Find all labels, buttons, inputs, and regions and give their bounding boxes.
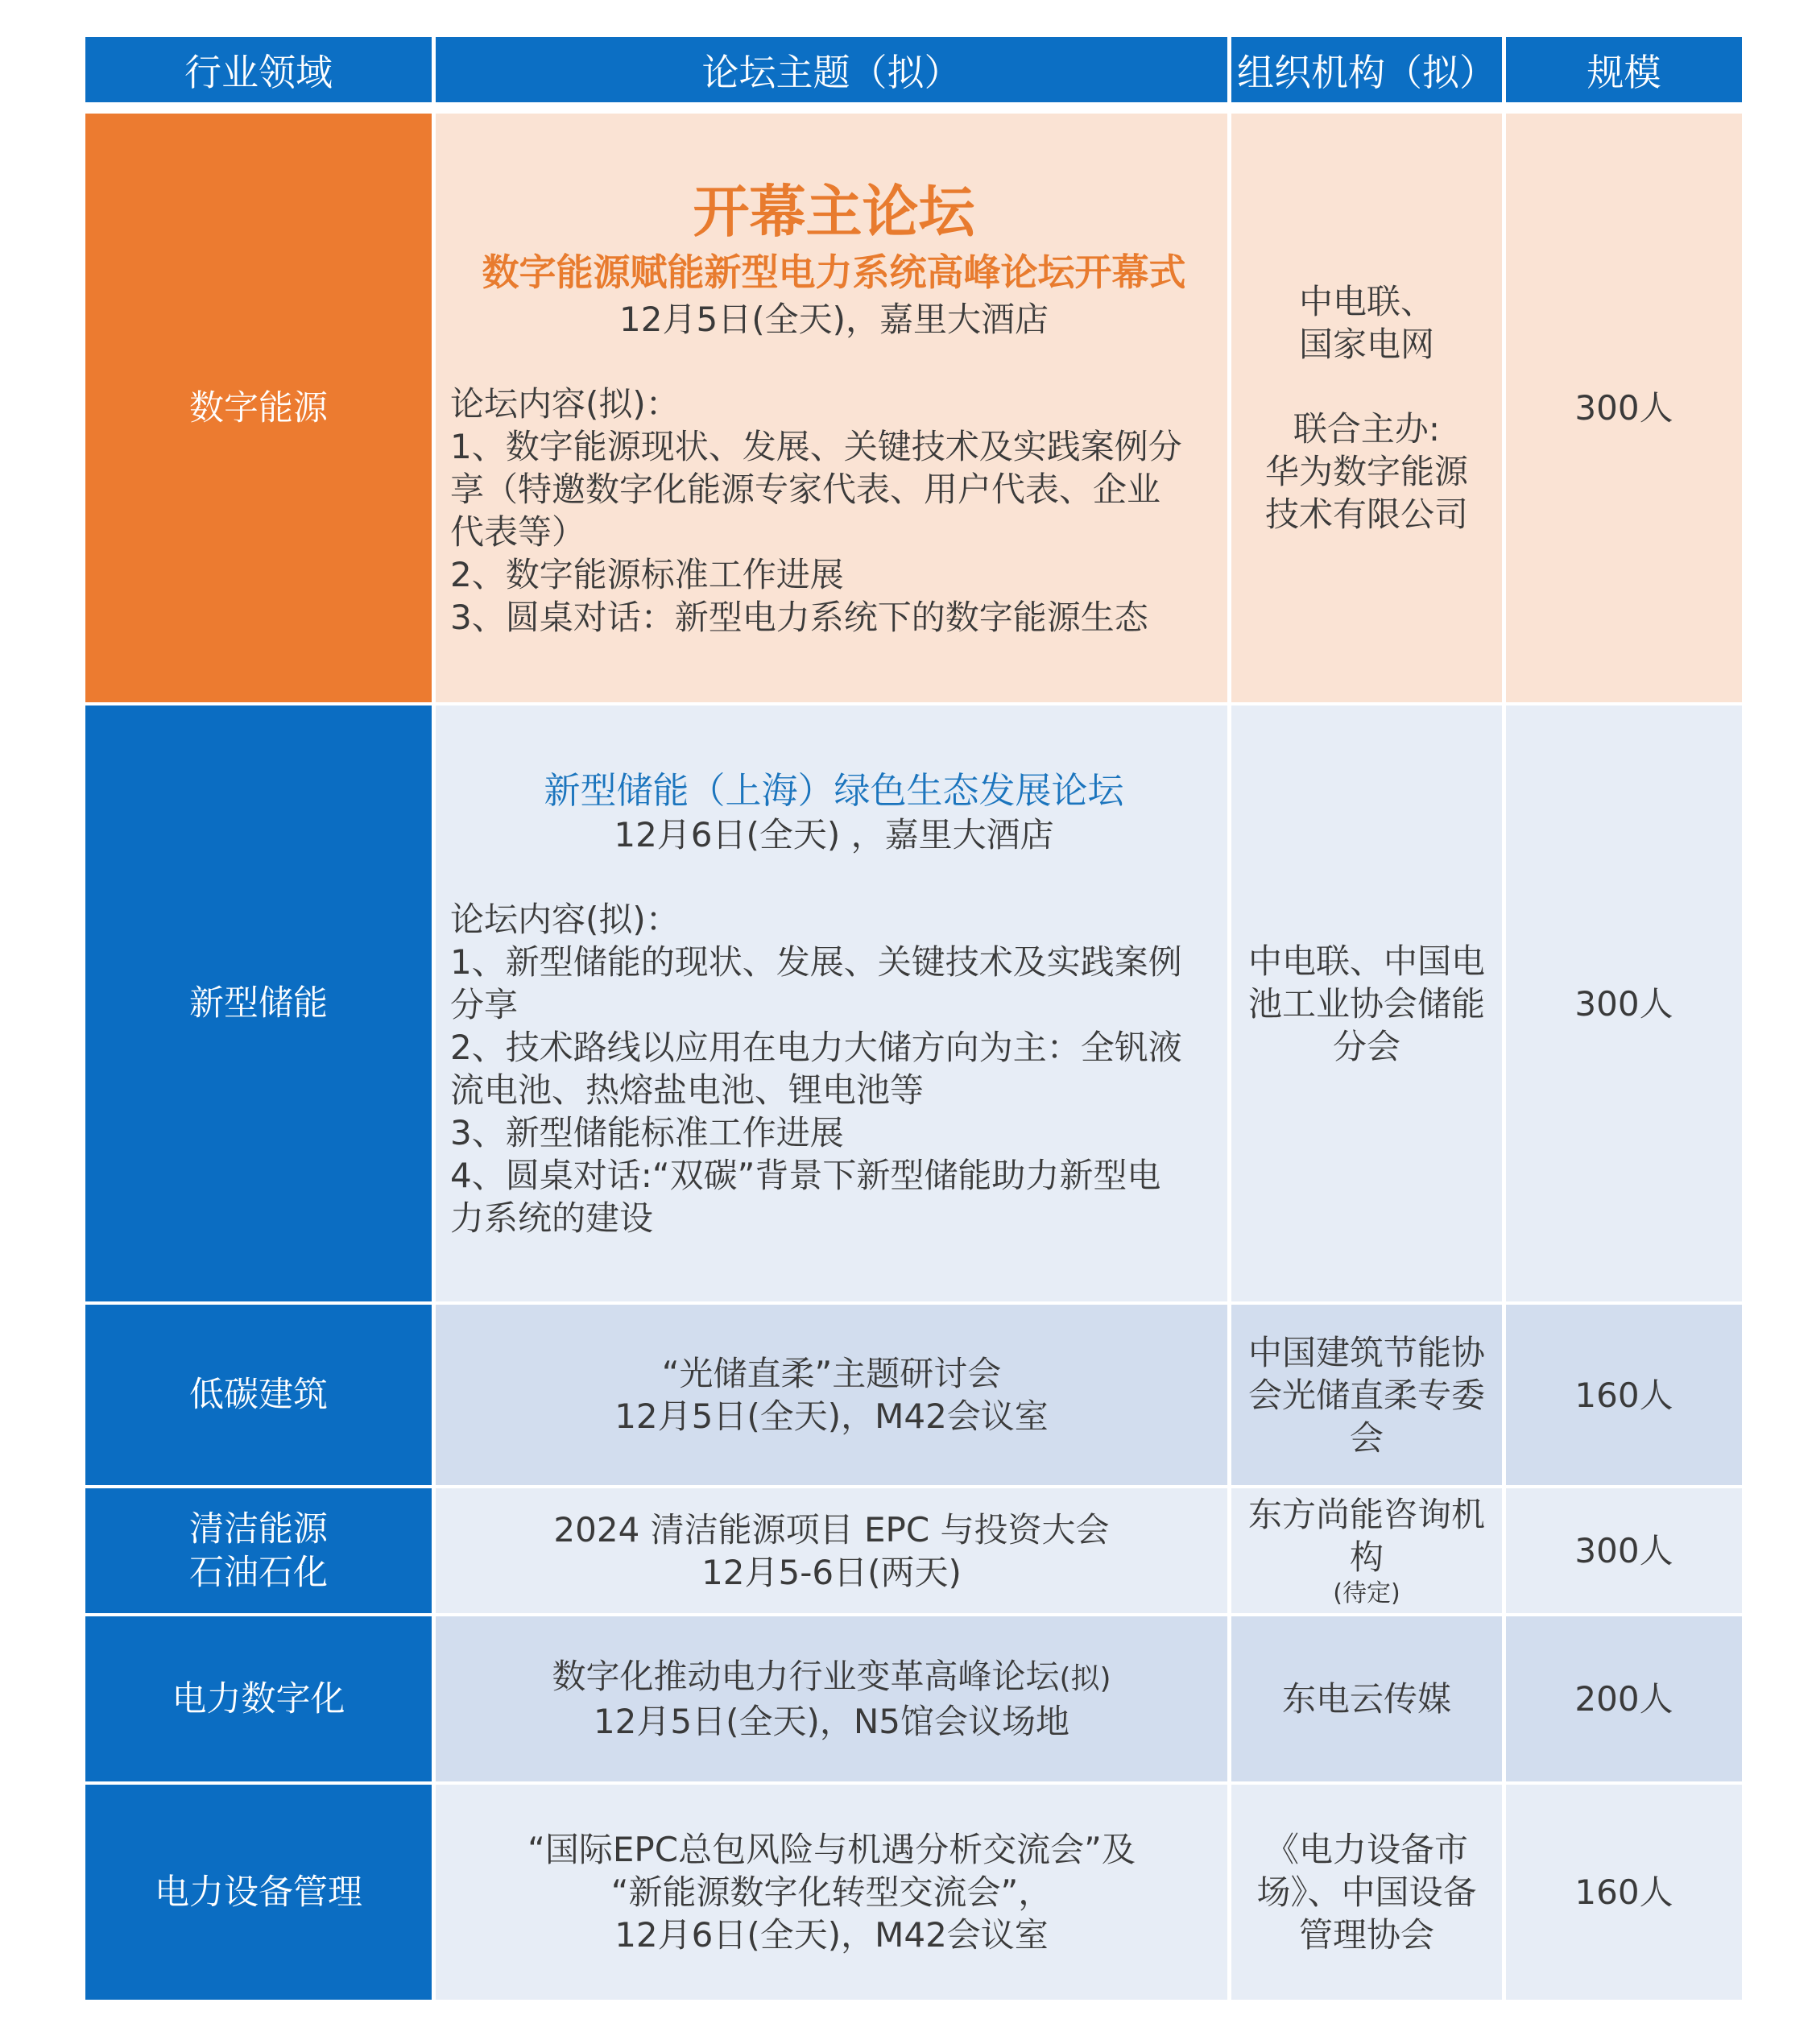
content-line: 2、技术路线以应用在电力大储方向为主：全钒液 — [450, 1027, 1182, 1067]
content-line: 享（特邀数字化能源专家代表、用户代表、企业 — [450, 470, 1161, 509]
row-digital-energy-topic — [436, 114, 1227, 702]
row-equipment-scale — [1506, 1785, 1742, 2000]
content-label: 论坛内容(拟)： — [450, 384, 680, 424]
row-low-carbon-sector — [85, 1305, 432, 1485]
row-equipment-org — [1231, 1785, 1502, 2000]
topic-title: 数字化推动电力行业变革高峰论坛 — [552, 1657, 1060, 1696]
org-line: 《电力设备市 — [1264, 1830, 1468, 1869]
row-power-digital-sector — [85, 1616, 432, 1781]
org-line: 会光储直柔专委 — [1247, 1375, 1485, 1415]
forum-subtitle: 数字能源赋能新型电力系统高峰论坛开幕式 — [482, 250, 1186, 294]
org-line: 东电云传媒 — [1281, 1679, 1451, 1719]
forum-date-place: 12月5日(全天)，嘉里大酒店 — [619, 300, 1049, 339]
topic-line: 12月5日(全天)，M42会议室 — [614, 1396, 1049, 1436]
sector-label: 低碳建筑 — [189, 1375, 328, 1415]
org-line: 管理协会 — [1298, 1915, 1434, 1955]
content-line: 3、新型储能标准工作进展 — [450, 1112, 844, 1152]
topic-line: “光储直柔”主题研讨会 — [661, 1354, 1002, 1393]
header-topic — [436, 37, 1227, 102]
row-digital-energy-scale — [1506, 114, 1742, 702]
topic-line: “国际EPC总包风险与机遇分析交流会”及 — [527, 1830, 1136, 1869]
scale-value: 200人 — [1574, 1679, 1673, 1719]
scale-value: 300人 — [1574, 388, 1673, 428]
sector-label: 电力设备管理 — [155, 1872, 362, 1913]
content-line: 1、数字能源现状、发展、关键技术及实践案例分 — [450, 427, 1182, 466]
row-low-carbon-org — [1231, 1305, 1502, 1485]
org-line: 分会 — [1332, 1026, 1400, 1066]
forum-title: 开幕主论坛 — [693, 179, 975, 245]
row-power-digital-topic — [436, 1616, 1227, 1781]
row-low-carbon-scale — [1506, 1305, 1742, 1485]
row-clean-energy-scale — [1506, 1488, 1742, 1613]
row-storage-scale — [1506, 705, 1742, 1301]
scale-value: 300人 — [1574, 983, 1673, 1024]
row-digital-energy-sector — [85, 114, 432, 702]
topic-line: 12月5日(全天)，N5馆会议场地 — [593, 1702, 1070, 1741]
org-line: 东方尚能咨询机 — [1247, 1494, 1485, 1534]
org-line: 池工业协会储能 — [1247, 983, 1485, 1024]
org-line: 国家电网 — [1298, 325, 1434, 364]
org-line: 场》、中国设备 — [1256, 1872, 1477, 1912]
content-line: 1、新型储能的现状、发展、关键技术及实践案例 — [450, 941, 1182, 982]
header-sector — [85, 37, 432, 102]
topic-line — [552, 1655, 1111, 1700]
header-scale — [1506, 37, 1742, 102]
forum-title: 新型储能（上海）绿色生态发展论坛 — [544, 768, 1124, 812]
row-equipment-sector — [85, 1785, 432, 2000]
org-line: 联合主办: — [1293, 409, 1441, 449]
topic-title-suffix: (拟) — [1059, 1662, 1111, 1695]
header-org — [1231, 37, 1502, 102]
forum-date-place: 12月6日(全天) ，嘉里大酒店 — [614, 814, 1054, 854]
content-line: 2、数字能源标准工作进展 — [450, 555, 844, 594]
content-line: 力系统的建设 — [450, 1198, 654, 1238]
org-line: 中电联、 — [1298, 282, 1434, 321]
org-line: 中电联、中国电 — [1247, 941, 1485, 981]
topic-line: 12月5-6日(两天) — [701, 1552, 962, 1592]
row-clean-energy-org — [1231, 1488, 1502, 1613]
content-line: 流电池、热熔盐电池、锂电池等 — [450, 1070, 925, 1110]
org-line: 华为数字能源 — [1264, 452, 1468, 491]
scale-value: 160人 — [1574, 1872, 1673, 1912]
sector-label: 清洁能源 — [189, 1508, 328, 1550]
row-digital-energy-org — [1231, 114, 1502, 702]
sector-label: 石油石化 — [189, 1552, 328, 1593]
topic-line: 2024 清洁能源项目 EPC 与投资大会 — [553, 1509, 1110, 1550]
sector-label: 新型储能 — [189, 983, 328, 1024]
header-sector-label: 行业领域 — [184, 50, 333, 94]
row-clean-energy-topic — [436, 1488, 1227, 1613]
content-line: 代表等） — [450, 512, 586, 552]
content-label: 论坛内容(拟)： — [450, 899, 680, 939]
org-line: 构 — [1349, 1537, 1384, 1577]
scale-value: 300人 — [1574, 1531, 1673, 1570]
org-note: (待定) — [1333, 1579, 1400, 1607]
topic-line: 12月6日(全天)，M42会议室 — [614, 1915, 1049, 1955]
row-power-digital-scale — [1506, 1616, 1742, 1781]
row-storage-topic — [436, 705, 1227, 1301]
sector-label: 电力数字化 — [172, 1678, 345, 1719]
header-org-label: 组织机构（拟） — [1237, 50, 1496, 94]
org-line: 技术有限公司 — [1264, 494, 1468, 534]
scale-value: 160人 — [1574, 1375, 1673, 1415]
org-line: 中国建筑节能协 — [1247, 1332, 1485, 1372]
org-line: 会 — [1349, 1417, 1384, 1458]
header-topic-label: 论坛主题（拟） — [701, 50, 962, 94]
row-clean-energy-sector — [85, 1488, 432, 1613]
row-storage-org — [1231, 705, 1502, 1301]
row-storage-sector — [85, 705, 432, 1301]
header-scale-label: 规模 — [1587, 50, 1661, 94]
row-low-carbon-topic — [436, 1305, 1227, 1485]
sector-label: 数字能源 — [189, 387, 328, 428]
row-equipment-topic — [436, 1785, 1227, 2000]
content-line: 分享 — [450, 984, 519, 1024]
row-power-digital-org — [1231, 1616, 1502, 1781]
topic-line: “新能源数字化转型交流会”， — [610, 1872, 1053, 1912]
content-line: 4、圆桌对话:“双碳”背景下新型储能助力新型电 — [450, 1155, 1161, 1195]
content-line: 3、圆桌对话：新型电力系统下的数字能源生态 — [450, 598, 1148, 637]
